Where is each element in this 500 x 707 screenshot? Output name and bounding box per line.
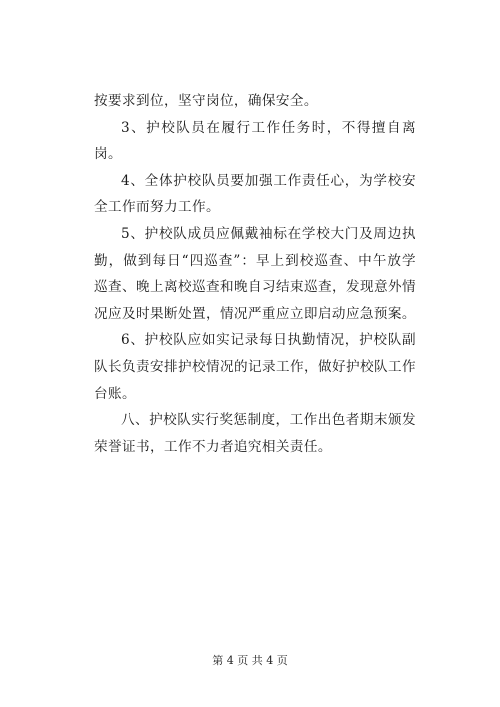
paragraph-6: 八、护校队实行奖惩制度，工作出色者期末颁发荣誉证书，工作不力者追究相关责任。 [94,412,416,455]
document-body [94,88,416,460]
paragraph-4: 5、护校队成员应佩戴袖标在学校大门及周边执勤，做到每日“四巡查”：早上到校巡查、中午放学巡查、晚上离校巡查和晚自习结束巡查，发现意外情况应及时果断处置，情况严重应立即启动应急预案。 [94,225,416,322]
page-footer: 第 4 页 共 4 页 [212,654,288,667]
paragraph-2: 3、护校队员在履行工作任务时，不得擅自离岗。 [94,119,416,163]
paragraph-3: 4、全体护校队员要加强工作责任心，为学校安全工作而努力工作。 [94,172,416,216]
paragraph-5: 6、护校队应如实记录每日执勤情况，护校队副队长负责安排护校情况的记录工作，做好护校队工作台账。 [94,332,416,402]
paragraph-1: 按要求到位，坚守岗位，确保安全。 [94,93,318,109]
